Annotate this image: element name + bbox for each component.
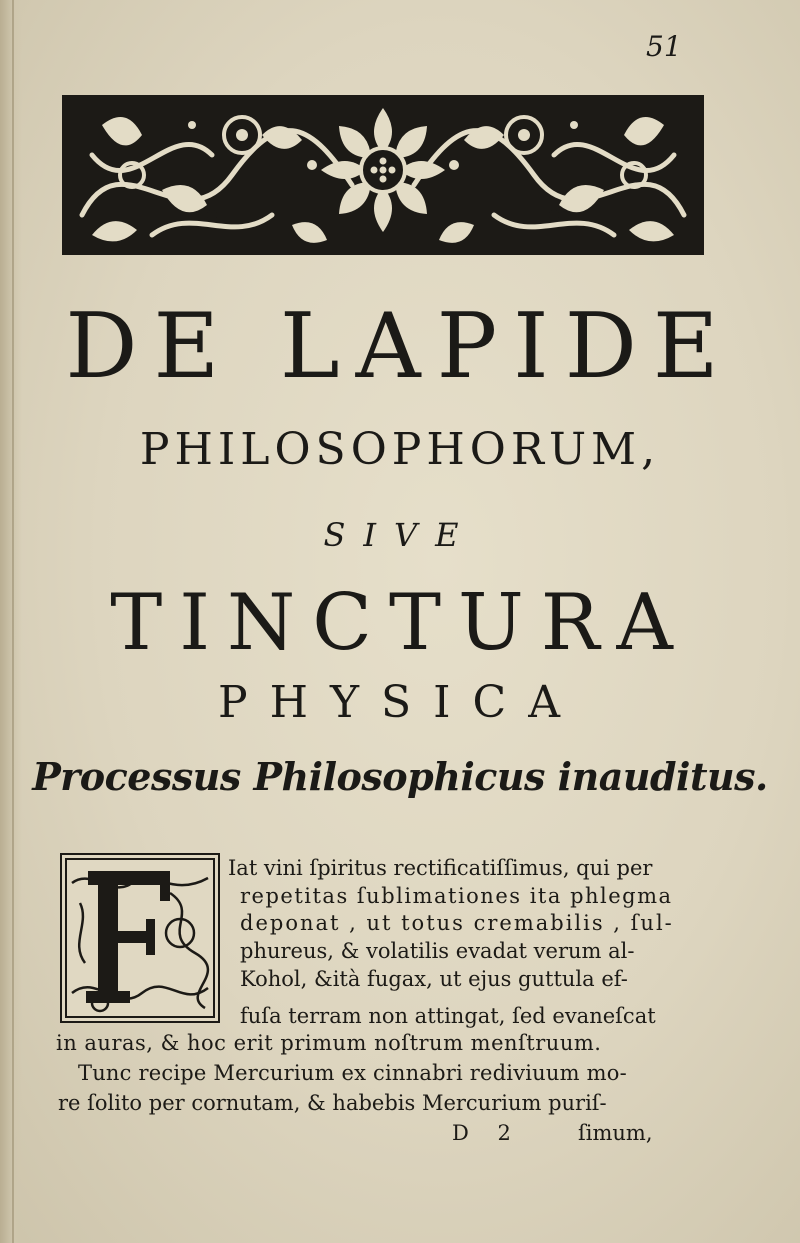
title-tinctura: TINCTURA xyxy=(110,578,690,668)
body-line-8: Tunc recipe Mercurium ex cinnabri rediviuum mo- xyxy=(78,1061,627,1085)
body-line-7: in auras, & hoc erit primum noſtrum menſtruum. xyxy=(56,1031,602,1055)
title-de-lapide: DE LAPIDE xyxy=(65,294,735,399)
body-line-2: repetitas ſublimationes ita phlegma xyxy=(240,884,673,908)
body-line-1: Iat vini ſpiritus rectificatiſſimus, qui per xyxy=(228,856,653,880)
decorated-initial-f xyxy=(60,853,220,1023)
title-sive: SIVE xyxy=(323,516,477,554)
title-philosophorum: PHILOSOPHORUM, xyxy=(139,424,661,475)
signature-mark: D 2 xyxy=(452,1121,511,1145)
body-line-3: deponat , ut totus cremabilis , ſul- xyxy=(240,911,674,935)
catchword: ſimum, xyxy=(578,1121,653,1145)
body-line-6: fuſa terram non attingat, ſed evaneſcat xyxy=(240,1004,656,1028)
body-line-5: Kohol, &ità fugax, ut ejus guttula ef- xyxy=(240,967,628,991)
title-physica: PHYSICA xyxy=(218,677,582,728)
body-line-4: phureus, & volatilis evadat verum al- xyxy=(240,939,635,963)
body-line-9: re ſolito per cornutam, & habebis Mercurium puriſ- xyxy=(58,1091,607,1115)
subtitle-processus: Processus Philosophicus inauditus. xyxy=(32,754,768,799)
floral-headpiece-ornament xyxy=(62,95,704,255)
page-number: 51 xyxy=(646,30,682,63)
